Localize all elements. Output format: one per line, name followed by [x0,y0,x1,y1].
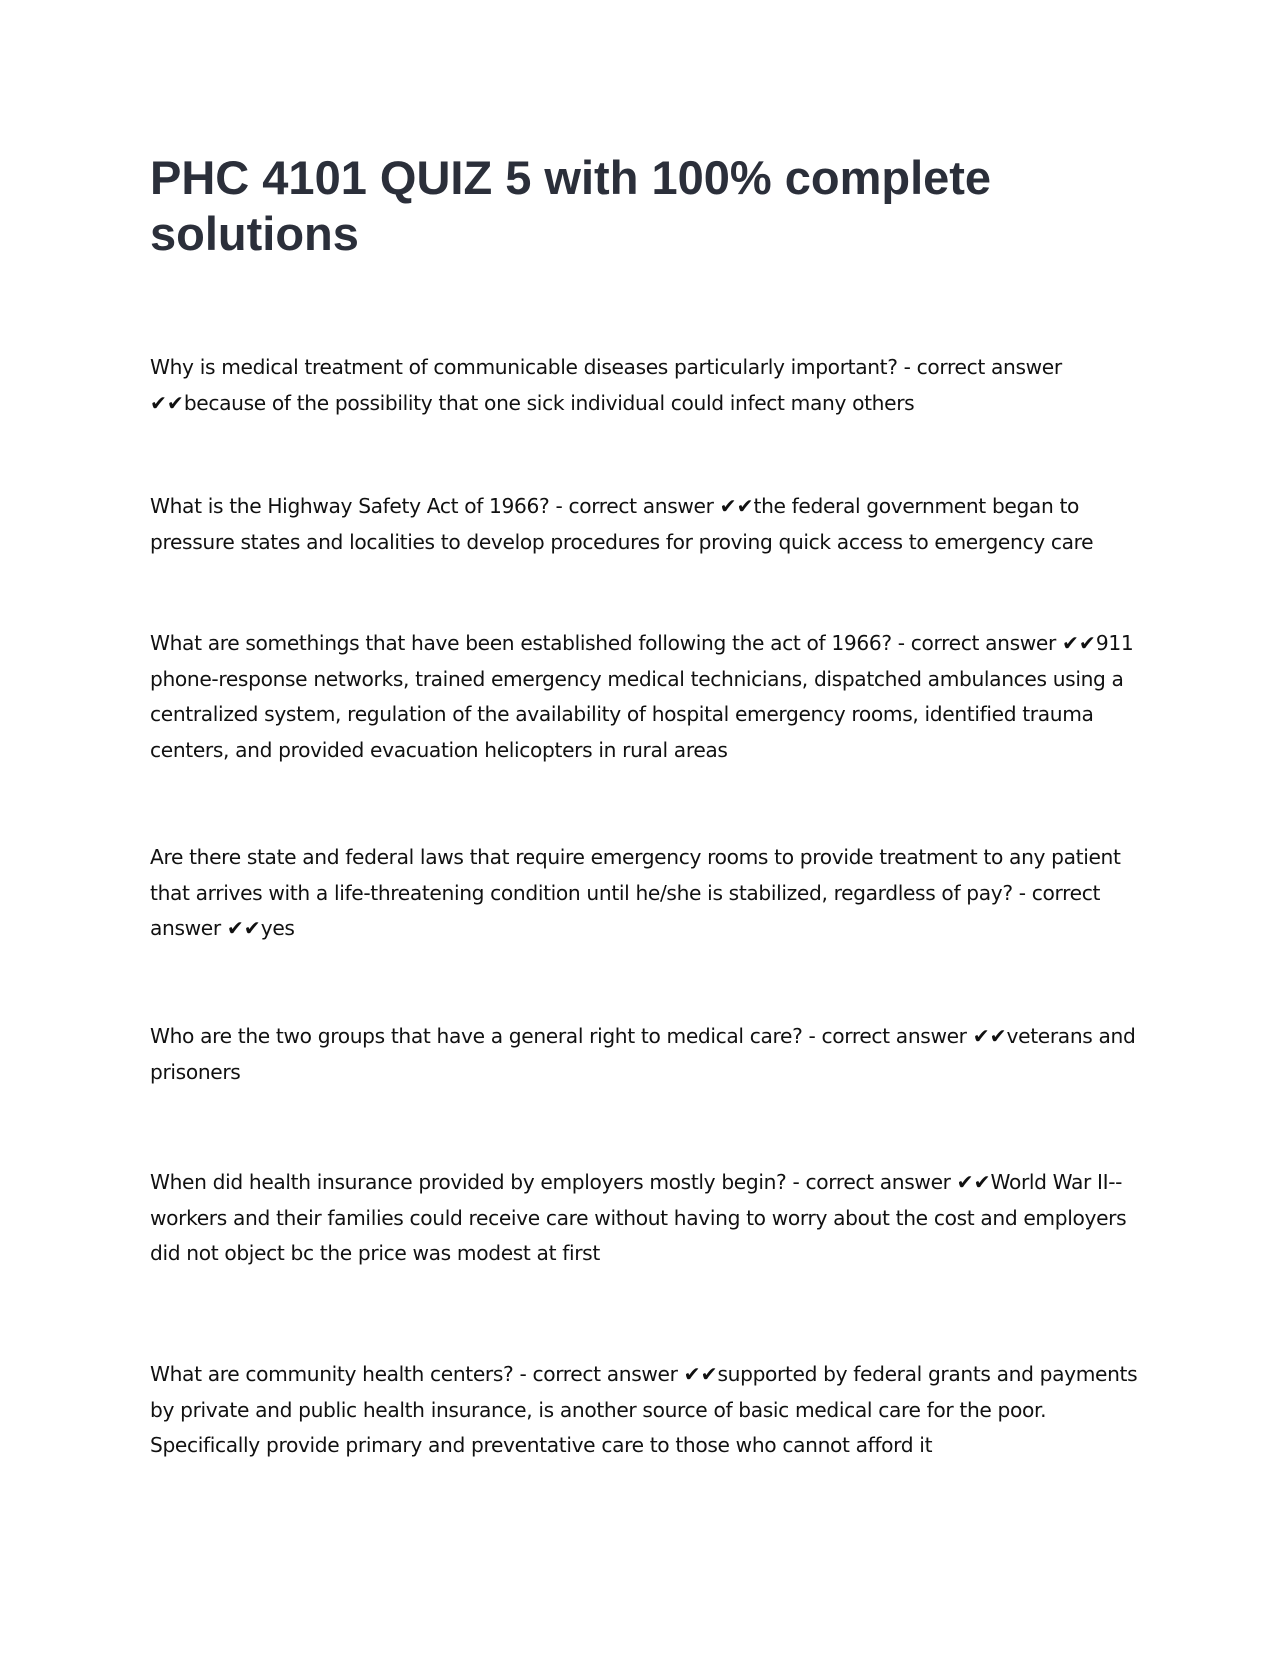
answer-text: 911 phone-response networks, trained emergency medical technicians, dispatched ambulances using a centralized system, regulation of the availability of hospital emergency rooms, identified trauma centers, and provided evacuation helicopters in rural areas [150,631,1134,762]
question-text: What are community health centers? [150,1362,514,1386]
checkmark-icon: ✔✔ [683,1362,718,1386]
qa-item [150,1357,1140,1464]
answer-label: - correct answer [897,355,1062,379]
answer-text: yes [260,916,295,940]
checkmark-icon: ✔✔ [719,494,754,518]
qa-item [150,626,1140,768]
answer-label: - correct answer [549,494,720,518]
qa-item [150,350,1140,421]
answer-text: World War II-- workers and their families could receive care without having to worry about the cost and employers did not object bc the price was modest at first [150,1170,1127,1265]
checkmark-icon: ✔✔ [956,1170,991,1194]
answer-label: - correct answer [513,1362,684,1386]
checkmark-icon: ✔✔ [972,1024,1007,1048]
qa-item [150,1019,1140,1090]
document-title: PHC 4101 QUIZ 5 with 100% complete solutions [150,151,992,260]
answer-label: - correct answer [891,631,1062,655]
answer-label: - correct answer [150,880,1101,940]
qa-item [150,489,1140,560]
question-text: What is the Highway Safety Act of 1966? [150,494,550,518]
answer-text: veterans and prisoners [150,1024,1136,1084]
qa-item [150,1165,1140,1272]
answer-text: because of the possibility that one sick individual could infect many others [183,390,915,415]
question-text: When did health insurance provided by employers mostly begin? [150,1170,787,1194]
question-text: Why is medical treatment of communicable diseases particularly important? [150,355,898,379]
question-text: Who are the two groups that have a general right to medical care? [150,1024,803,1048]
question-text: Are there state and federal laws that require emergency rooms to provide treatment to any patient that arrives with a life-threatening condition until he/she is stabilized, regardless of pay? [150,845,1121,905]
answer-label: - correct answer [786,1170,957,1194]
answer-label: - correct answer [802,1024,973,1048]
qa-item [150,840,1140,947]
answer-text: the federal government began to pressure states and localities to develop procedures for proving quick access to emergency care [150,494,1094,554]
checkmark-icon: ✔✔ [1062,631,1096,655]
answer-text: supported by federal grants and payments by private and public health insurance, is another source of basic medical care for the poor. Specifically provide primary and preventative care to those who cannot afford it [150,1362,1138,1457]
checkmark-icon: ✔✔ [150,390,184,415]
checkmark-icon: ✔✔ [226,916,261,940]
question-text: What are somethings that have been established following the act of 1966? [150,631,892,655]
